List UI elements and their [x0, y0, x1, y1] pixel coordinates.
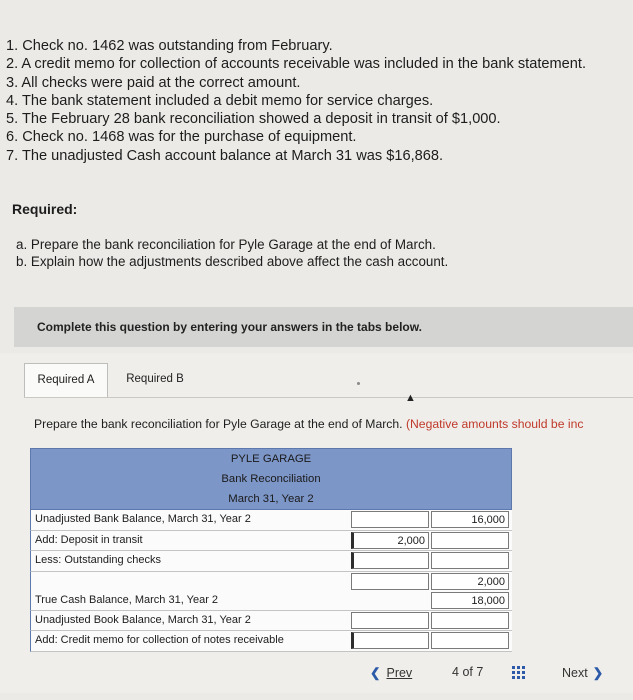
company-name: PYLE GARAGE: [230, 453, 312, 465]
amount-input[interactable]: 2,000: [431, 573, 509, 590]
required-a-text: a. Prepare the bank reconciliation for Pyle Garage at the end of March.: [16, 237, 436, 252]
page-indicator: [452, 665, 483, 679]
table-title: Bank Reconciliation: [221, 473, 321, 485]
tab-required-a[interactable]: Required A: [24, 363, 108, 397]
chevron-right-icon: ❯: [592, 666, 604, 680]
problem-statement: [6, 37, 628, 165]
row-label-select[interactable]: Less: Outstanding checks: [35, 554, 161, 566]
amount-input[interactable]: 18,000: [431, 592, 509, 609]
prev-label: Prev: [386, 666, 413, 680]
table-row: [30, 572, 512, 611]
answer-panel: [0, 353, 633, 693]
grid-icon[interactable]: [512, 666, 526, 680]
amount-input[interactable]: [351, 632, 429, 649]
row-label: True Cash Balance, March 31, Year 2: [35, 593, 219, 606]
table-header: [30, 448, 512, 510]
page-current: 4: [452, 665, 459, 679]
table-instruction: [34, 417, 583, 431]
item-5: 5. The February 28 bank reconciliation showed a deposit in transit of $1,000.: [6, 111, 501, 128]
amount-input[interactable]: [351, 612, 429, 629]
item-3: 3. All checks were paid at the correct amount.: [6, 74, 301, 91]
item-2: 2. A credit memo for collection of accounts receivable was included in the bank statement.: [6, 56, 587, 73]
table-row: [30, 631, 512, 652]
row-label-select[interactable]: Add: Deposit in transit: [35, 533, 143, 546]
table-row: [30, 510, 512, 531]
required-heading: Required:: [12, 201, 78, 217]
cursor-icon: ▲: [405, 392, 416, 404]
amount-input[interactable]: [351, 511, 429, 528]
row-label: Unadjusted Book Balance, March 31, Year 2: [35, 613, 251, 626]
item-6: 6. Check no. 1468 was for the purchase of equipment.: [6, 129, 357, 146]
table-row: [30, 551, 512, 572]
instruction-note: (Negative amounts should be inc: [405, 417, 584, 431]
page-total: 7: [476, 665, 484, 679]
amount-input[interactable]: [431, 532, 509, 549]
required-list: [16, 236, 448, 270]
next-button[interactable]: [562, 665, 603, 680]
amount-input[interactable]: [431, 632, 509, 649]
row-label-select[interactable]: Add: Credit memo for collection of notes receivable: [35, 634, 284, 646]
amount-input[interactable]: 2,000: [351, 532, 429, 549]
required-b-text: b. Explain how the adjustments described above affect the cash account.: [16, 254, 449, 269]
table-row: [30, 611, 512, 632]
page-of: of: [462, 665, 473, 679]
item-7: 7. The unadjusted Cash account balance at March 31 was $16,868.: [6, 147, 444, 164]
item-1: 1. Check no. 1462 was outstanding from February.: [6, 38, 333, 54]
prev-button[interactable]: [370, 665, 412, 680]
tab-divider: [24, 397, 633, 398]
amount-input[interactable]: [351, 552, 429, 569]
dot-marker: [357, 382, 360, 385]
amount-input[interactable]: [431, 612, 509, 629]
amount-input[interactable]: 16,000: [431, 511, 509, 528]
next-label: Next: [562, 666, 588, 680]
table-date: March 31, Year 2: [228, 493, 314, 505]
bank-reconciliation-table: [30, 448, 512, 652]
instruction-text: Prepare the bank reconciliation for Pyle Garage at the end of March.: [34, 417, 403, 431]
instructions-banner: [14, 307, 633, 347]
tab-required-b[interactable]: Required B: [126, 373, 184, 385]
item-4: 4. The bank statement included a debit memo for service charges.: [6, 92, 434, 109]
row-label: Unadjusted Bank Balance, March 31, Year 2: [35, 513, 251, 525]
amount-input[interactable]: [351, 573, 429, 590]
banner-text: Complete this question by entering your answers in the tabs below.: [37, 320, 422, 334]
amount-input[interactable]: [431, 552, 509, 569]
chevron-left-icon: ❮: [370, 666, 381, 680]
table-row: [30, 531, 512, 552]
